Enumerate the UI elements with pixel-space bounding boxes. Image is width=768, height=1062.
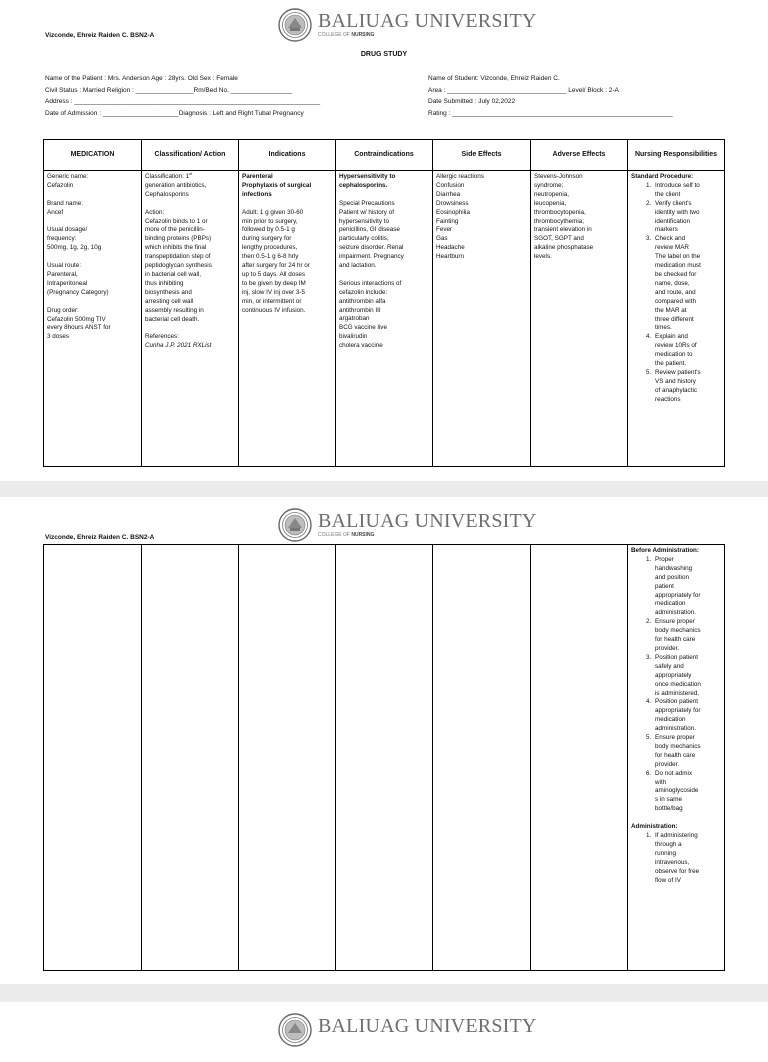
drug-study-table-continued: [43, 544, 725, 971]
table-row: [44, 545, 725, 971]
student-header: Vizconde, Ehreiz Raiden C. BSN2-A: [45, 534, 155, 541]
document-page-1: [0, 0, 768, 481]
contraindications-cell: [336, 545, 433, 971]
document-page-2: [0, 497, 768, 984]
nursing-responsibilities-cell: Before Administration: 1. Proper handwashing and position patient appropriately for medication administration. 2. Ensure proper body mechanics for health care provider. 3. Position patient safely and appropriately once medication is administered. 4. Position patient appropriately for medication administration. 5. Ensure proper body mechanics for health care provider. 6. Do not admix with aminoglycoside s in same bottle/bag Administration: 1. If administering through a running intravenous, observe for free flow of IV: [628, 545, 725, 971]
column-header: Contraindications: [336, 140, 433, 171]
before-administration-list: [631, 556, 721, 814]
column-header: MEDICATION: [44, 140, 142, 171]
list-item: 3. Position patient safely and appropriately once medication is administered.: [653, 654, 721, 699]
patient-info-line: Civil Status : Married Religion : ________________Rm/Bed No. _________________: [45, 86, 293, 94]
list-item: 5. Review patient's VS and history of anaphylactic reactions: [653, 369, 721, 405]
list-item: 2. Verify client's identity with two identification markers: [653, 200, 721, 236]
column-header: Side Effects: [433, 140, 531, 171]
medication-cell: Generic name: Cefazolin Brand name: Ancef Usual dosage/ frequency: 500mg, 1g, 2g, 10g Usual route: Parenteral, Intraperitoneal (Pregnancy Category) Drug order: Cefazolin 500mg TIV every 8hours ANST for 3 doses: [44, 171, 142, 467]
patient-info-line: Date of Admission : _____________________Diagnosis : Left and Right Tubal Pregnancy: [45, 109, 304, 117]
list-item: 2. Ensure proper body mechanics for health care provider.: [653, 618, 721, 654]
student-header: Vizconde, Ehreiz Raiden C. BSN2-A: [45, 32, 155, 39]
column-header: Indications: [239, 140, 336, 171]
classification-cell: [142, 545, 239, 971]
medication-cell: [44, 545, 142, 971]
student-info-line: Date Submitted : July 02,2022: [428, 98, 516, 105]
university-name: BALIUAG UNIVERSITY: [318, 1015, 537, 1037]
reference-text: Cunha J.P. 2021 RXList: [145, 342, 212, 350]
indications-cell: [239, 545, 336, 971]
column-header: Adverse Effects: [531, 140, 628, 171]
patient-info-line: Name of the Patient : Mrs. Anderson Age : 28yrs. Old Sex : Female: [45, 75, 238, 82]
drug-study-table: [43, 139, 725, 467]
university-name: BALIUAG UNIVERSITY: [318, 10, 537, 32]
student-info-line: Area : _________________________________ Level/ Block : 2-A: [428, 86, 619, 94]
university-seal-icon: [278, 8, 312, 42]
classification-cell: Classification: 1st generation antibiotics, Cephalosporins Action: Cefazolin binds to 1 or more of the penicillin- binding proteins (PBPs) which inhibits the final transpeptidation step of peptidoglycan synthesis in bacterial cell wall, thus inhibiting biosynthesis and arresting cell wall assembly resulting in bacterial cell death. References: Cunha J.P. 2021 RXList: [142, 171, 239, 467]
student-info-line: Name of Student: Vizconde, Ehreiz Raiden C.: [428, 75, 560, 82]
list-item: 1. Introduce self to the client: [653, 182, 721, 200]
adverse-effects-cell: Stevens-Johnson syndrome; neutropenia, leucopenia, thrombocytopenia, thrombocythemia; transient elevation in SGOT, SGPT and alkaline phosphatase levels.: [531, 171, 628, 467]
document-title: DRUG STUDY: [360, 51, 408, 58]
nursing-responsibilities-cell: Standard Procedure: 1. Introduce self to the client 2. Verify client's identity with two identification markers 3. Check and review MAR The label on the medication must be checked for name, dose, and route, and compared with the MAR at three different times. 4. Explain and review 10Rs of medication to the patient. 5. Review patient's VS and history of anaphylactic reactions: [628, 171, 725, 467]
list-item: 1. If administering through a running intravenous, observe for free flow of IV: [653, 832, 721, 885]
list-item: 3. Check and review MAR The label on the medication must be checked for name, dose, and route, and compared with the MAR at three different times.: [653, 235, 721, 333]
table-row: [44, 171, 725, 467]
college-name: COLLEGE OF NURSING: [318, 532, 375, 538]
student-info-line: Rating : _____________________________________________________________: [428, 109, 673, 117]
college-name: COLLEGE OF NURSING: [318, 32, 375, 38]
patient-info-left: [45, 73, 320, 119]
document-page-3: [0, 1002, 768, 1062]
column-header: Nursing Responsibilities: [628, 140, 725, 171]
side-effects-cell: [433, 545, 531, 971]
list-item: 4. Explain and review 10Rs of medication to the patient.: [653, 333, 721, 369]
side-effects-cell: Allergic reactions Confusion Diarrhea Drowsiness Eosinophilia Fainting Fever Gas Headache Heartburn: [433, 171, 531, 467]
administration-list: [631, 832, 721, 885]
table-header-row: [44, 140, 725, 171]
indications-cell: Parenteral Prophylaxis of surgical infections Adult: 1 g given 30-60 min prior to surgery, followed by 0.5-1 g during surgery for lengthy procedures, then 0.5-1 g 6-8 hrly after surgery for 24 hr or up to 5 days. All doses to be given by deep IM inj, slow IV inj over 3-5 min, or intermittent or continuous IV infusion.: [239, 171, 336, 467]
list-item: 4. Position patient appropriately for medication administration.: [653, 698, 721, 734]
list-item: 1. Proper handwashing and position patient appropriately for medication administration.: [653, 556, 721, 618]
list-item: 6. Do not admix with aminoglycoside s in same bottle/bag: [653, 770, 721, 815]
university-seal-icon: [278, 508, 312, 542]
patient-info-line: Address : ____________________________________________________________________: [45, 98, 321, 105]
university-name: BALIUAG UNIVERSITY: [318, 510, 537, 532]
university-seal-icon: [278, 1013, 312, 1047]
column-header: Classification/ Action: [142, 140, 239, 171]
student-info-right: [428, 73, 673, 119]
adverse-effects-cell: [531, 545, 628, 971]
contraindications-cell: Hypersensitivity to cephalosporins. Special Precautions Patient w/ history of hypersensitivity to penicillins, GI disease particularly colitis, seizure disorder. Renal impairment. Pregnancy and lactation. Serious interactions of cefazolin include: antithrombin alfa antithrombin III argatroban BCG vaccine live bivalirudin cholera vaccine: [336, 171, 433, 467]
list-item: 5. Ensure proper body mechanics for health care provider.: [653, 734, 721, 770]
standard-procedure-list: [631, 182, 721, 405]
